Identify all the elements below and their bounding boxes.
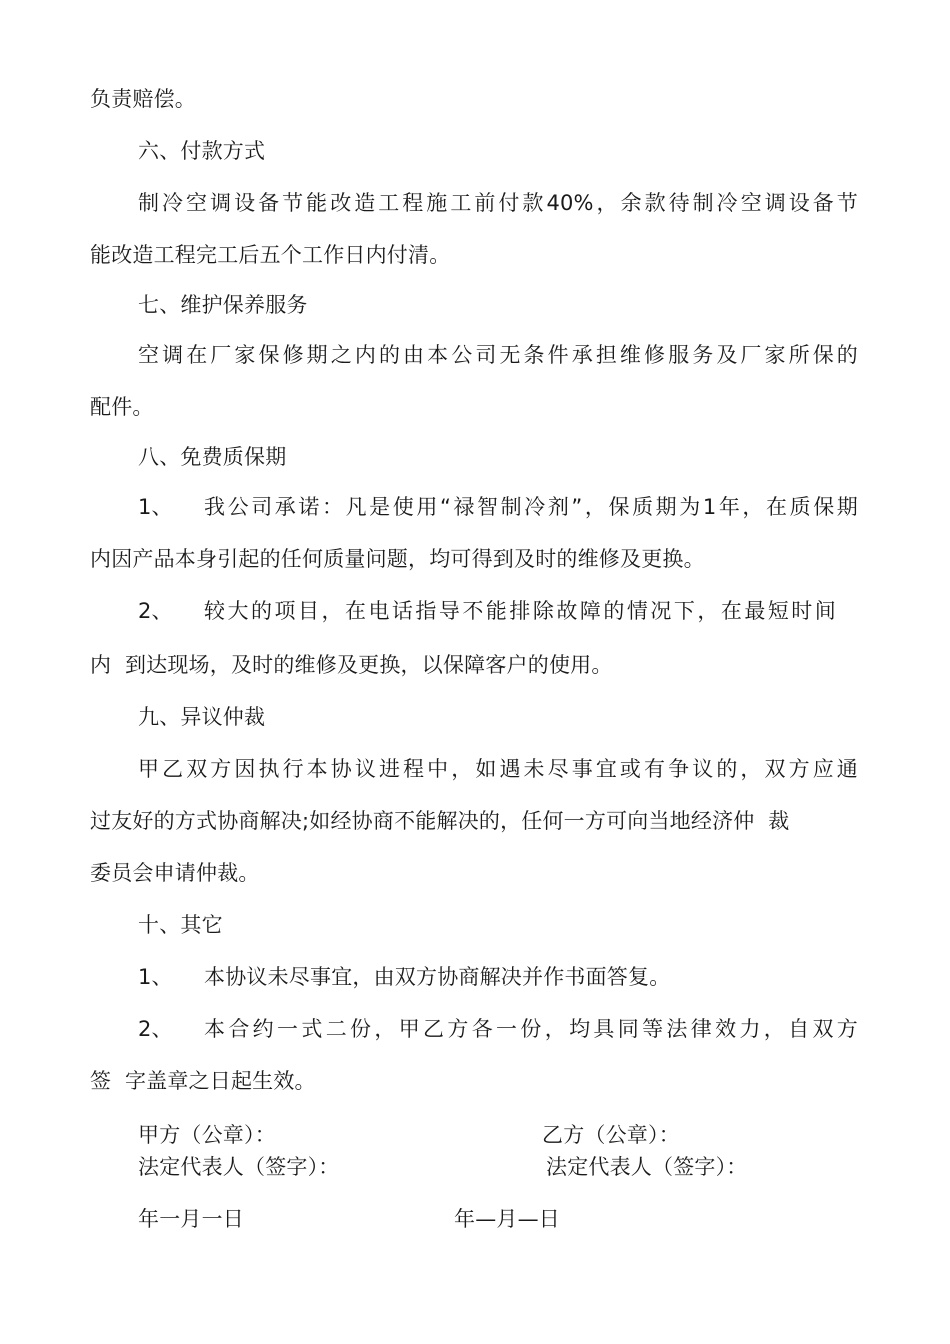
- section8-item1-line2: 内因产品本身引起的任何质量问题，均可得到及时的维修及更换。: [90, 547, 705, 571]
- date-a: 年一月一日: [138, 1207, 244, 1231]
- section7-heading: 七、维护保养服务: [138, 293, 308, 317]
- section8-item1-number: 1、: [138, 495, 173, 519]
- section6-body-line2: 能改造工程完工后五个工作日内付清。: [90, 243, 451, 267]
- section8-item2-number: 2、: [138, 599, 173, 623]
- section6-body-line1: 制冷空调设备节能改造工程施工前付款40%，余款待制冷空调设备节: [138, 191, 858, 215]
- section9-body-line2: 过友好的方式协商解决;如经协商不能解决的，任何一方可向当地经济仲 裁: [90, 809, 790, 833]
- section10-heading: 十、其它: [138, 913, 223, 937]
- section8-item2-line1: 较大的项目，在电话指导不能排除故障的情况下，在最短时间: [204, 599, 836, 623]
- section9-heading: 九、异议仲裁: [138, 705, 266, 729]
- section10-item1-number: 1、: [138, 965, 173, 989]
- date-b: 年—月—日: [454, 1207, 560, 1231]
- party-b-seal-label: 乙方（公章）：: [542, 1123, 680, 1147]
- section7-body-line1: 空调在厂家保修期之内的由本公司无条件承担维修服务及厂家所保的: [138, 343, 858, 367]
- section5-tail: 负责赔偿。: [90, 87, 196, 111]
- section10-item2-line1: 本合约一式二份，甲乙方各一份，均具同等法律效力，自双方: [204, 1017, 858, 1041]
- section8-heading: 八、免费质保期: [138, 445, 287, 469]
- section9-body-line1: 甲乙双方因执行本协议进程中，如遇未尽事宜或有争议的，双方应通: [138, 757, 858, 781]
- section10-item2-number: 2、: [138, 1017, 173, 1041]
- section6-heading: 六、付款方式: [138, 139, 266, 163]
- section8-item2-line2: 内 到达现场，及时的维修及更换，以保障客户的使用。: [90, 653, 613, 677]
- section9-body-line3: 委员会申请仲裁。: [90, 861, 260, 885]
- party-a-seal-label: 甲方（公章）：: [138, 1123, 276, 1147]
- section8-item1-line1: 我公司承诺：凡是使用“禄智制冷剂”，保质期为1年，在质保期: [204, 495, 858, 519]
- section10-item2-line2: 签 字盖章之日起生效。: [90, 1069, 316, 1093]
- section10-item1-text: 本协议未尽事宜，由双方协商解决并作书面答复。: [204, 965, 671, 989]
- party-b-rep-label: 法定代表人（签字）：: [546, 1155, 748, 1179]
- section7-body-line2: 配件。: [90, 395, 154, 419]
- party-a-rep-label: 法定代表人（签字）：: [138, 1155, 340, 1179]
